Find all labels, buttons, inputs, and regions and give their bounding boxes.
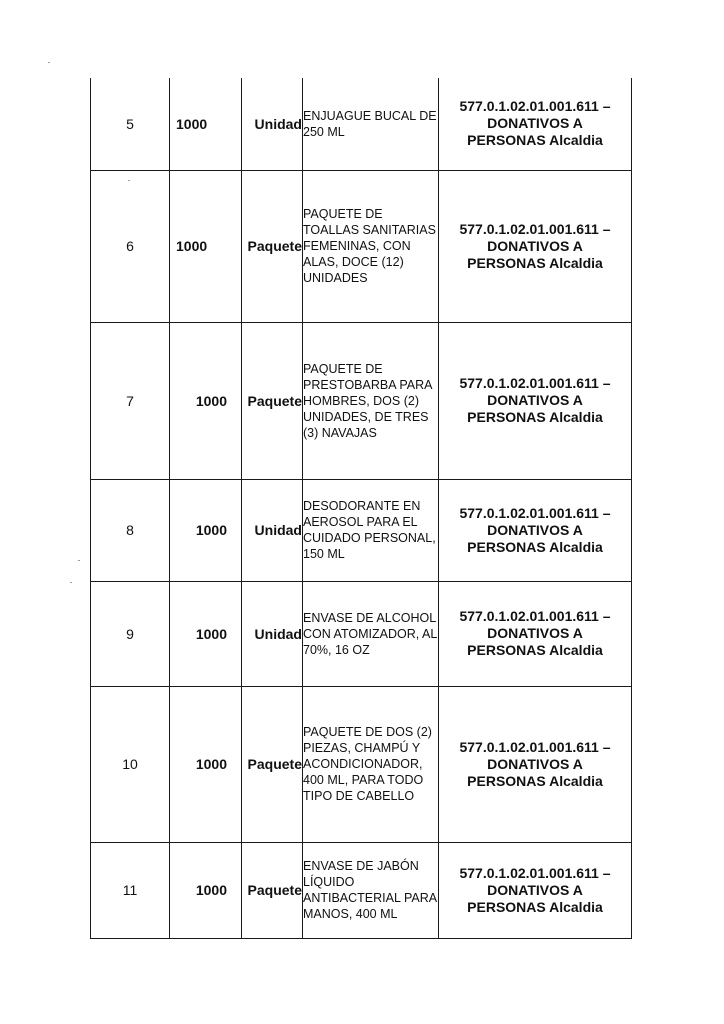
item-account: [439, 686, 632, 842]
item-description: PAQUETE DE DOS (2) PIEZAS, CHAMPÚ Y ACONDICIONADOR, 400 ML, PARA TODO TIPO DE CABELLO: [303, 686, 439, 842]
table-row: [91, 322, 632, 479]
account-line: PERSONAS Alcaldia: [467, 772, 603, 789]
account-line: DONATIVOS A: [487, 625, 583, 641]
account-code: 577.0.1.02.01.001.611 –: [459, 864, 611, 881]
item-number: 5: [91, 78, 170, 170]
account-code: 577.0.1.02.01.001.611 –: [459, 220, 611, 237]
item-unit: Paquete: [242, 686, 303, 842]
item-unit: Paquete: [242, 842, 303, 938]
item-unit: Unidad: [242, 581, 303, 686]
item-quantity: 1000: [170, 322, 242, 479]
item-account: [439, 78, 632, 170]
table-row: [91, 581, 632, 686]
account-line: DONATIVOS A: [487, 881, 583, 898]
scan-speck: [128, 180, 130, 181]
item-description: ENVASE DE JABÓN LÍQUIDO ANTIBACTERIAL PARA MANOS, 400 ML: [303, 842, 439, 938]
account-line: PERSONAS Alcaldia: [467, 538, 603, 555]
item-account: [439, 842, 632, 938]
items-table: [90, 78, 632, 939]
account-code: 577.0.1.02.01.001.611 –: [459, 375, 611, 391]
item-description: ENVASE DE ALCOHOL CON ATOMIZADOR, AL 70%, 16 OZ: [303, 581, 439, 686]
account-code: 577.0.1.02.01.001.611 –: [459, 98, 611, 115]
account-code: 577.0.1.02.01.001.611 –: [459, 504, 611, 521]
item-quantity: 1000: [170, 581, 242, 686]
item-unit: Paquete: [242, 170, 303, 322]
account-line: PERSONAS Alcaldia: [467, 254, 603, 271]
account-line: DONATIVOS A: [487, 237, 583, 254]
item-quantity: 1000: [170, 170, 242, 322]
item-number: 7: [91, 322, 170, 479]
scan-speck: [48, 62, 50, 63]
item-description: ENJUAGUE BUCAL DE 250 ML: [303, 78, 439, 170]
item-account: [439, 479, 632, 581]
item-unit: Unidad: [242, 78, 303, 170]
item-description: PAQUETE DE PRESTOBARBA PARA HOMBRES, DOS (2) UNIDADES, DE TRES (3) NAVAJAS: [303, 322, 439, 479]
item-unit: Unidad: [242, 479, 303, 581]
item-account: [439, 581, 632, 686]
item-quantity: 1000: [170, 842, 242, 938]
item-quantity: 1000: [170, 479, 242, 581]
account-line: PERSONAS Alcaldia: [467, 642, 603, 658]
item-description: PAQUETE DE TOALLAS SANITARIAS FEMENINAS, CON ALAS, DOCE (12) UNIDADES: [303, 170, 439, 322]
item-number: 11: [91, 842, 170, 938]
table-row: [91, 686, 632, 842]
item-account: [439, 322, 632, 479]
table-row: [91, 78, 632, 170]
item-number: 10: [91, 686, 170, 842]
account-line: DONATIVOS A: [487, 115, 583, 132]
table-row: [91, 170, 632, 322]
item-quantity: 1000: [170, 78, 242, 170]
table-row: [91, 842, 632, 938]
account-code: 577.0.1.02.01.001.611 –: [459, 738, 611, 755]
item-unit: Paquete: [242, 322, 303, 479]
item-number: 8: [91, 479, 170, 581]
account-line: PERSONAS Alcaldia: [467, 409, 603, 425]
account-line: DONATIVOS A: [487, 521, 583, 538]
item-quantity: 1000: [170, 686, 242, 842]
item-number: 6: [91, 170, 170, 322]
account-line: PERSONAS Alcaldia: [467, 898, 603, 915]
account-line: PERSONAS Alcaldia: [467, 132, 603, 149]
item-description: DESODORANTE EN AEROSOL PARA EL CUIDADO PERSONAL, 150 ML: [303, 479, 439, 581]
scan-speck: [70, 582, 72, 583]
item-account: [439, 170, 632, 322]
account-line: DONATIVOS A: [487, 755, 583, 772]
account-code: 577.0.1.02.01.001.611 –: [459, 608, 611, 624]
table-row: [91, 479, 632, 581]
scan-speck: [78, 560, 80, 561]
item-number: 9: [91, 581, 170, 686]
account-line: DONATIVOS A: [487, 392, 583, 408]
